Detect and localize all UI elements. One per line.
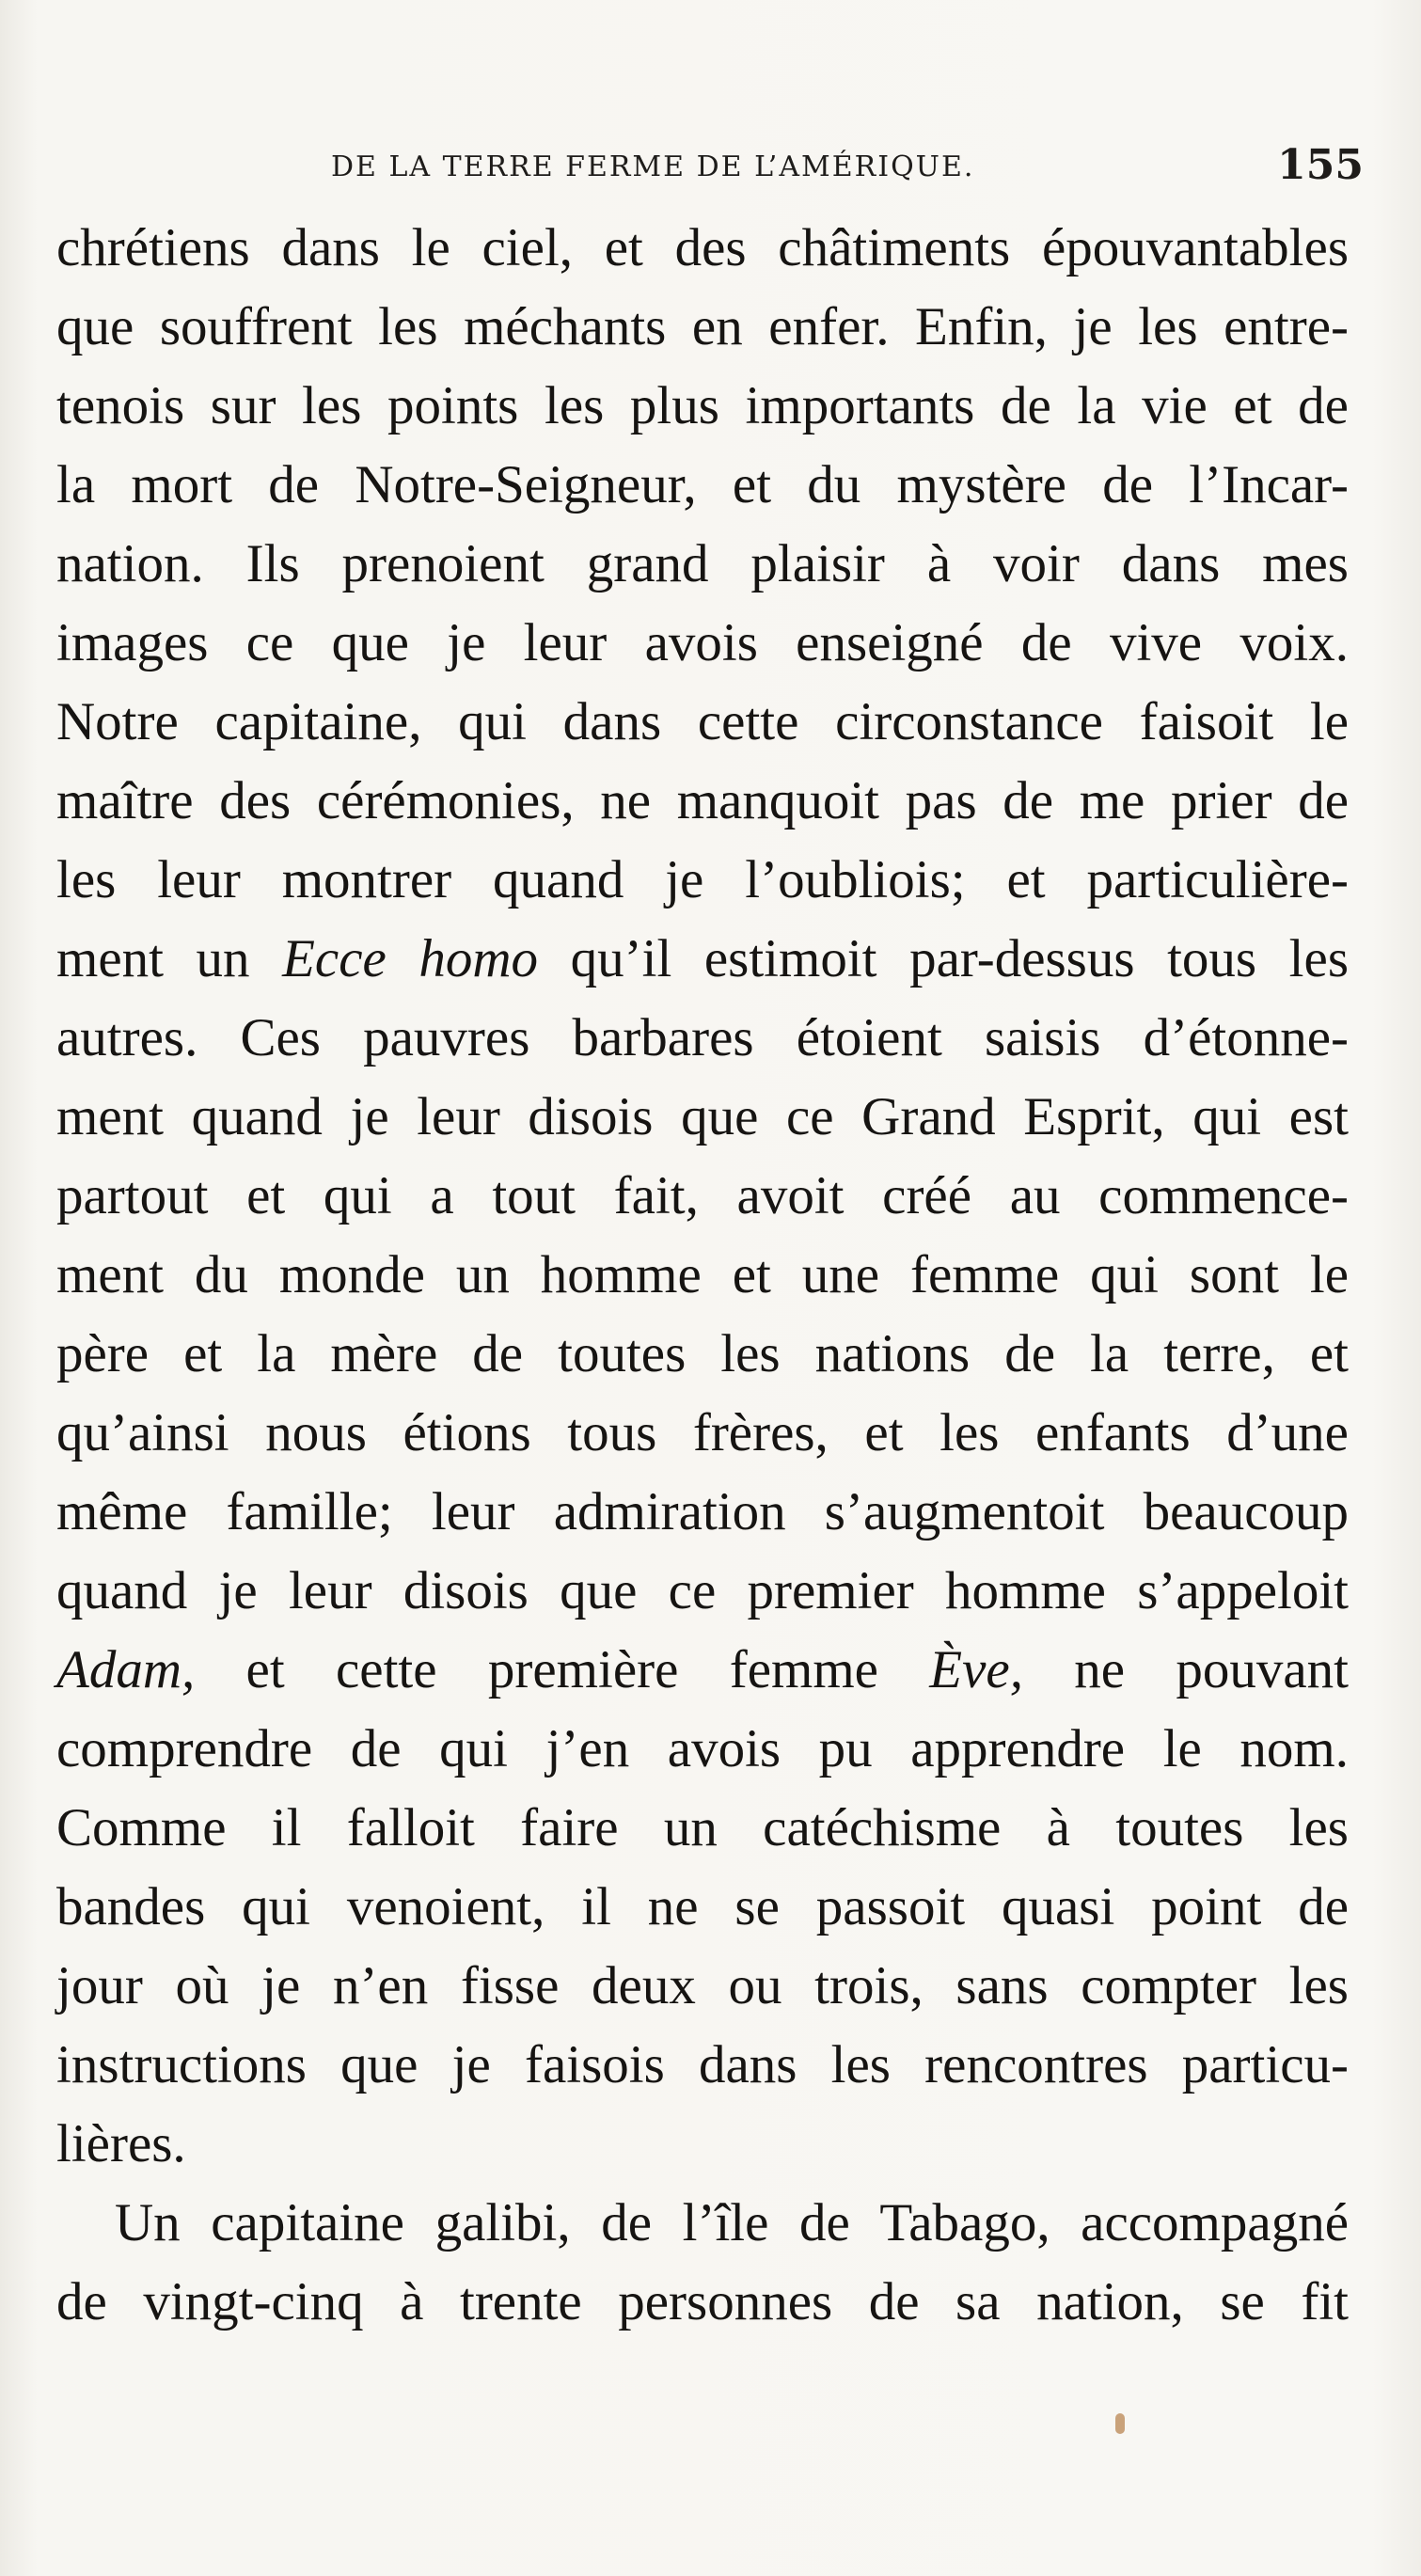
text-line: Notre capitaine, qui dans cette circonstance faisoit le [56,692,1349,751]
text-line: autres. Ces pauvres barbares étoient saisis d’étonne- [56,1008,1349,1067]
text-line: père et la mère de toutes les nations de la terre, et [56,1324,1349,1383]
text-line: images ce que je leur avois enseigné de vive voix. [56,613,1349,672]
text-line: Comme il falloit faire un catéchisme à toutes les [56,1798,1349,1857]
text-run: ment un [56,929,283,988]
text-line: les leur montrer quand je l’oubliois; et particulière- [56,850,1349,909]
text-line: ment du monde un homme et une femme qui sont le [56,1245,1349,1304]
text-line: comprendre de qui j’en avois pu apprendre le nom. [56,1719,1349,1778]
running-title: DE LA TERRE FERME DE L’AMÉRIQUE. [331,150,975,183]
text-line-ecce-homo [56,920,1349,999]
running-head [56,141,1364,198]
text-run: qu’il estimoit par-dessus tous les [538,929,1349,988]
body-text [56,209,1349,2342]
text-line: instructions que je faisois dans les rencontres particu- [56,2035,1349,2094]
text-line: partout et qui a tout fait, avoit créé au commence- [56,1166,1349,1225]
text-line: maître des cérémonies, ne manquoit pas de me prier de [56,771,1349,830]
text-line: quand je leur disois que ce premier homme s’appeloit [56,1561,1349,1620]
text-run: et cette première femme [195,1640,930,1699]
text-line: bandes qui venoient, il ne se passoit quasi point de [56,1877,1349,1936]
text-line: jour où je n’en fisse deux ou trois, sans compter les [56,1956,1349,2015]
text-line: qu’ainsi nous étions tous frères, et les enfants d’une [56,1403,1349,1462]
text-line: tenois sur les points les plus importants de la vie et de [56,376,1349,435]
text-line-adam-eve [56,1631,1349,1710]
text-line: chrétiens dans le ciel, et des châtiments épouvantables [56,218,1349,277]
text-line: même famille; leur admiration s’augmentoit beaucoup [56,1482,1349,1541]
text-line: ment quand je leur disois que ce Grand Esprit, qui est [56,1087,1349,1146]
italic-name-adam: Adam, [56,1640,196,1699]
italic-name-eve: Ève, [929,1640,1023,1699]
text-line-paragraph-start: Un capitaine galibi, de l’île de Tabago, accompagné [115,2193,1349,2252]
page-number: 155 [1277,141,1364,189]
italic-term: Ecce homo [282,929,539,988]
text-line: nation. Ils prenoient grand plaisir à voir dans mes [56,534,1349,593]
text-line: que souffrent les méchants en enfer. Enfin, je les entre- [56,297,1349,356]
paper-speck [1115,2413,1125,2434]
text-line: la mort de Notre-Seigneur, et du mystère de l’Incar- [56,455,1349,514]
text-run: ne pouvant [1022,1640,1350,1699]
text-line: de vingt-cinq à trente personnes de sa nation, se fit [56,2272,1349,2331]
text-line-paragraph-end: lières. [56,2114,186,2173]
